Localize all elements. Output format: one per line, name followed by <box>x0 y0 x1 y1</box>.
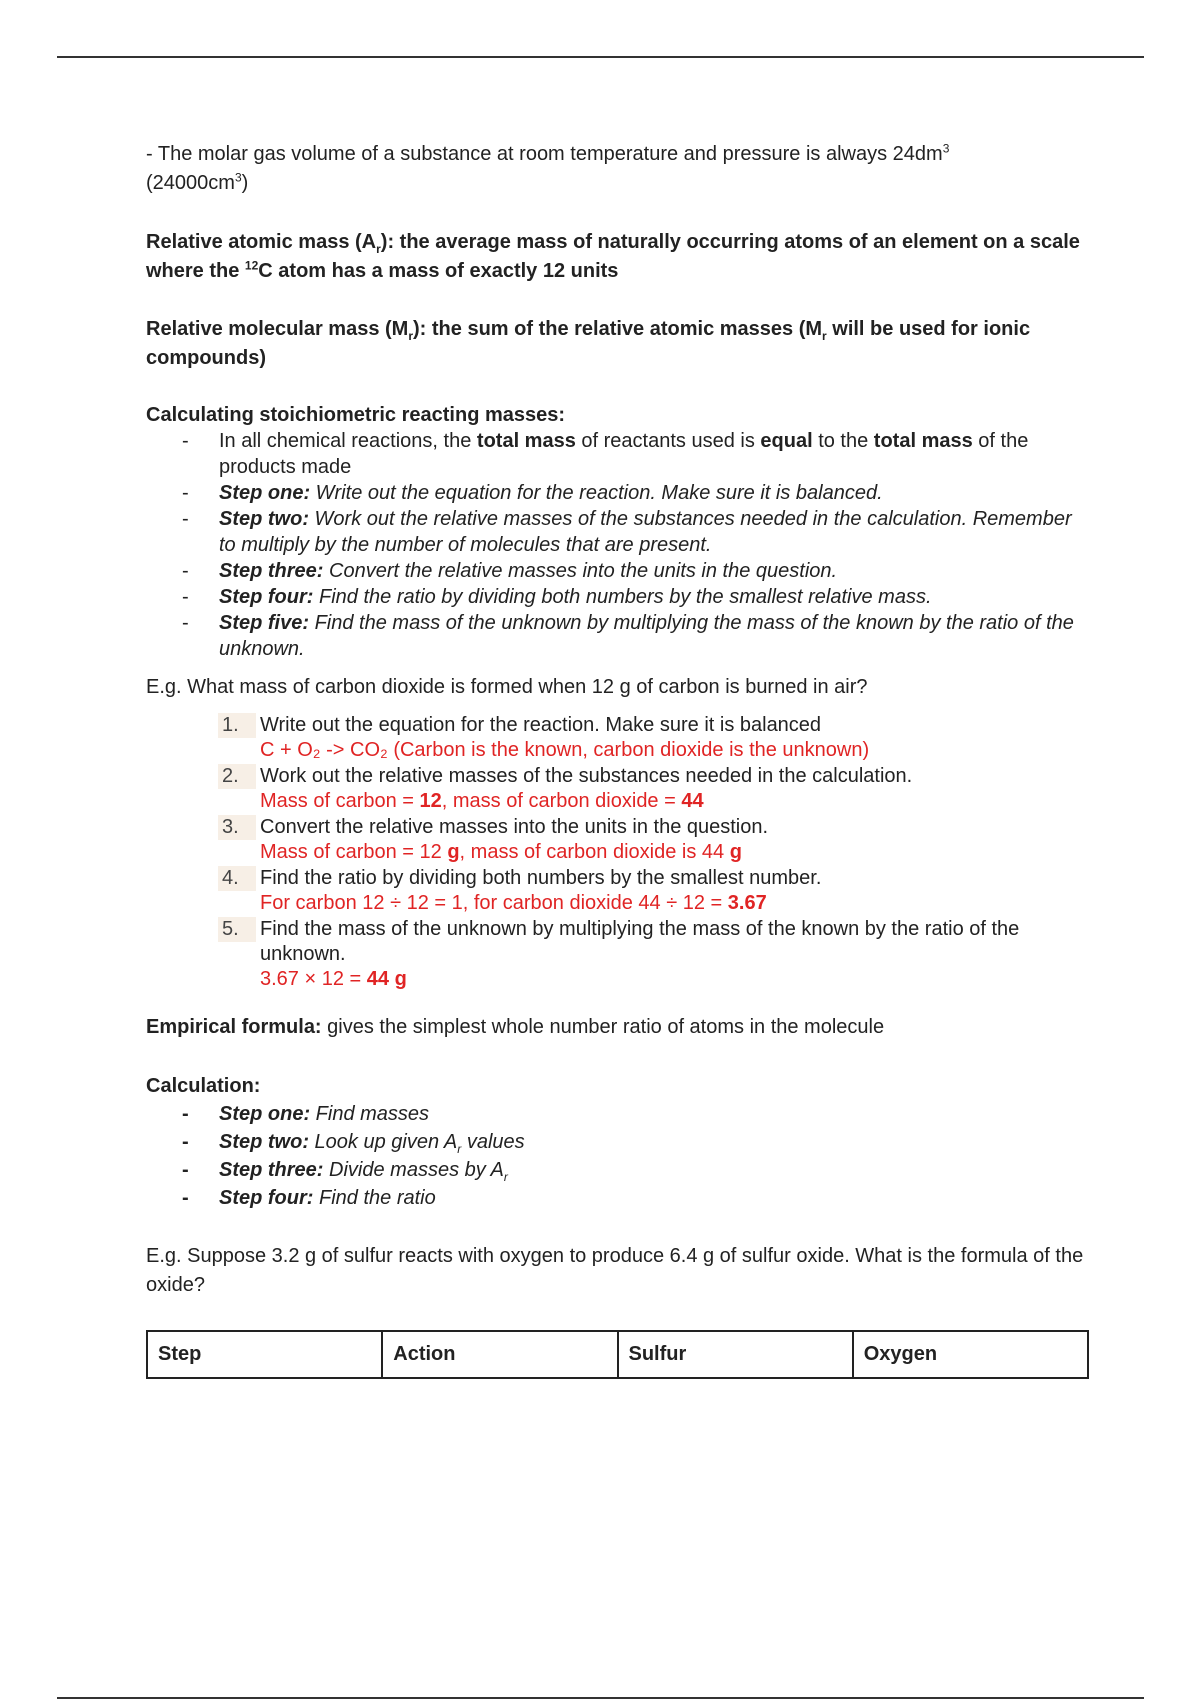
list-item: 3. Convert the relative masses into the units in the question. Mass of carbon = 12 g, mass of carbon dioxide is 44 g <box>146 815 1091 865</box>
example-steps-list <box>146 713 1091 992</box>
list-item: - Step five: Find the mass of the unknown by multiplying the mass of the known by the ratio of the unknown. <box>182 612 1074 660</box>
calculation-heading: Calculation: <box>146 1075 261 1097</box>
list-item: - Step one: Find masses <box>182 1103 430 1125</box>
list-item: 1. Write out the equation for the reaction. Make sure it is balanced C + O₂ -> CO₂ (Carbon is the known, carbon dioxide is the unknown) <box>146 713 1091 763</box>
list-item: - Step four: Find the ratio by dividing both numbers by the smallest relative mass. <box>182 586 932 608</box>
stoichiometry-steps-list <box>146 428 1091 662</box>
table-header-sulfur: Sulfur <box>618 1331 853 1378</box>
list-item: - Step two: Look up given $A_r$ values <box>182 1131 525 1156</box>
calculation-steps-list <box>146 1100 1091 1212</box>
stoichiometry-heading: Calculating stoichiometric reacting masses: <box>146 404 566 426</box>
bottom-rule <box>57 1697 1144 1699</box>
top-rule <box>57 56 1144 58</box>
list-item: - Step three: Divide masses by $A_r$ <box>182 1159 508 1184</box>
list-item: - Step four: Find the ratio <box>182 1187 436 1209</box>
list-item: 4. Find the ratio by dividing both numbers by the smallest number. For carbon 12 ÷ 12 = 1, for carbon dioxide 44 ÷ 12 = 3.67 <box>146 866 1091 916</box>
relative-molecular-mass-definition: Relative molecular mass $(M_r)$: the sum of the relative atomic masses ($M_r$ will be used for ionic compounds) <box>146 318 1031 369</box>
example-question-carbon: E.g. What mass of carbon dioxide is formed when 12 g of carbon is burned in air? <box>146 676 868 698</box>
calculation-table <box>146 1330 1089 1379</box>
list-item: - Step two: Work out the relative masses of the substances needed in the calculation. Remember to multiply by the number of molecules that are present. <box>182 508 1072 556</box>
table-header-row <box>147 1331 1088 1378</box>
list-item: 2. Work out the relative masses of the substances needed in the calculation. Mass of carbon = 12, mass of carbon dioxide = 44 <box>146 764 1091 814</box>
example-question-sulfur: E.g. Suppose 3.2 g of sulfur reacts with oxygen to produce 6.4 g of sulfur oxide. What is the formula of the oxide? <box>146 1245 1084 1296</box>
molar-gas-volume-note: - The molar gas volume of a substance at room temperature and pressure is always $24dm^3$ $(24000cm^3)$ <box>146 141 950 194</box>
table-header-action: Action <box>382 1331 617 1378</box>
list-item: - Step three: Convert the relative masses into the units in the question. <box>182 560 838 582</box>
list-item: - In all chemical reactions, the total mass of reactants used is equal to the total mass of the products made <box>182 430 1029 478</box>
document-page <box>146 140 1091 1379</box>
table-header-step: Step <box>147 1331 382 1378</box>
table-header-oxygen: Oxygen <box>853 1331 1088 1378</box>
list-item: - Step one: Write out the equation for the reaction. Make sure it is balanced. <box>182 482 883 504</box>
empirical-formula-definition: Empirical formula: gives the simplest whole number ratio of atoms in the molecule <box>146 1016 885 1038</box>
list-item: 5. Find the mass of the unknown by multiplying the mass of the known by the ratio of the unknown. 3.67 × 12 = 44 g <box>146 917 1091 992</box>
relative-atomic-mass-definition: Relative atomic mass $(A_r)$: the average mass of naturally occurring atoms of an element on a scale where the $^{12}$C atom has a mass of exactly 12 units <box>146 231 1080 282</box>
